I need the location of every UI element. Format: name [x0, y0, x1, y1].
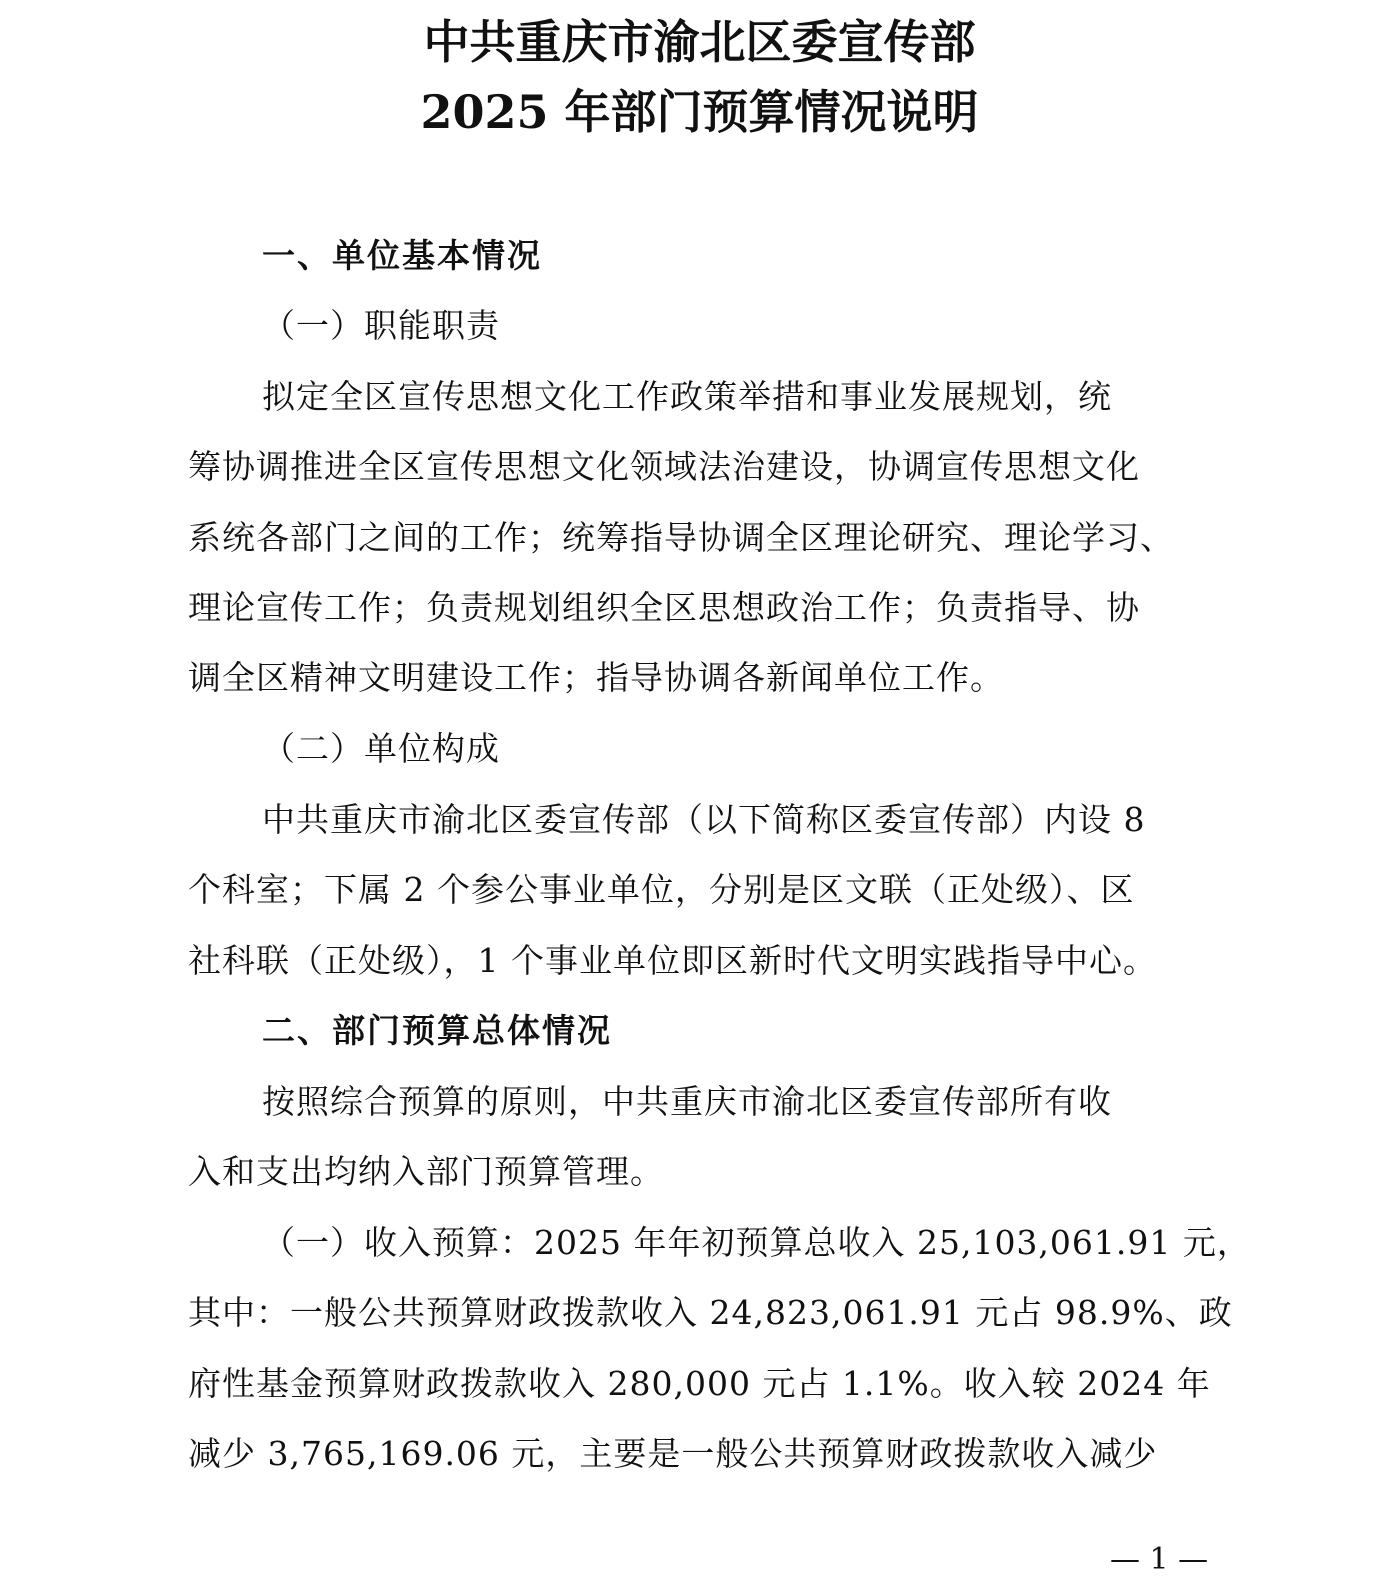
paragraph-line: 调全区精神文明建设工作；指导协调各新闻单位工作。 [188, 658, 1004, 697]
paragraph-line: 拟定全区宣传思想文化工作政策举措和事业发展规划，统 [262, 377, 1112, 416]
paragraph-line: 社科联（正处级），1 个事业单位即区新时代文明实践指导中心。 [188, 941, 1157, 980]
subsection-heading-functions: （一）职能职责 [262, 306, 500, 345]
page-number: — 1 — [1110, 1542, 1209, 1577]
paragraph-line: 中共重庆市渝北区委宣传部（以下简称区委宣传部）内设 8 [262, 800, 1146, 839]
paragraph-line: 筹协调推进全区宣传思想文化领域法治建设，协调宣传思想文化 [188, 447, 1140, 486]
paragraph-line: 按照综合预算的原则，中共重庆市渝北区委宣传部所有收 [262, 1082, 1112, 1121]
paragraph-line: 个科室；下属 2 个参公事业单位，分别是区文联（正处级）、区 [188, 870, 1135, 909]
paragraph-line: 其中：一般公共预算财政拨款收入 24,823,061.91 元占 98.9%、政 [188, 1293, 1233, 1332]
paragraph-line: 减少 3,765,169.06 元，主要是一般公共预算财政拨款收入减少 [188, 1434, 1158, 1473]
paragraph-line-income-budget: （一）收入预算：2025 年年初预算总收入 25,103,061.91 元， [262, 1223, 1251, 1262]
subsection-heading-composition: （二）单位构成 [262, 729, 500, 768]
section-heading-basic-info: 一、单位基本情况 [262, 236, 542, 275]
document-title-line-2: 2025 年部门预算情况说明 [420, 85, 979, 139]
paragraph-line: 理论宣传工作；负责规划组织全区思想政治工作；负责指导、协 [188, 588, 1140, 627]
paragraph-line: 系统各部门之间的工作；统筹指导协调全区理论研究、理论学习、 [188, 518, 1174, 557]
section-heading-budget-overview: 二、部门预算总体情况 [262, 1011, 612, 1050]
paragraph-line: 府性基金预算财政拨款收入 280,000 元占 1.1%。收入较 2024 年 [188, 1364, 1211, 1403]
paragraph-line: 入和支出均纳入部门预算管理。 [188, 1152, 664, 1191]
document-title-line-1: 中共重庆市渝北区委宣传部 [423, 15, 976, 69]
